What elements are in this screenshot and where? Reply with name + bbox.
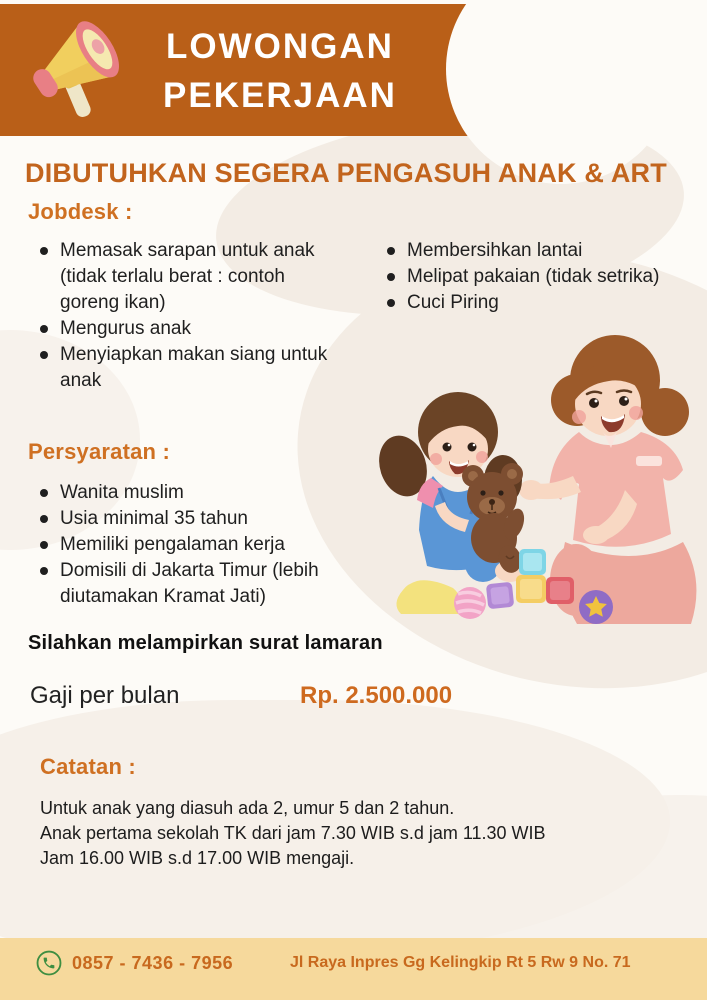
list-item: Menyiapkan makan siang untuk anak	[36, 342, 338, 394]
jobdesk-list-left	[36, 238, 338, 394]
list-item: Memasak sarapan untuk anak (tidak terlalu berat : contoh goreng ikan)	[36, 238, 338, 316]
list-item: Melipat pakaian (tidak setrika)	[383, 264, 705, 290]
catatan-line: Jam 16.00 WIB s.d 17.00 WIB mengaji.	[40, 848, 355, 868]
banner-title-line2: PEKERJAAN	[163, 76, 397, 115]
list-item: Cuci Piring	[383, 290, 705, 316]
jobdesk-list-right	[383, 238, 705, 316]
jobdesk-heading: Jobdesk :	[28, 199, 133, 224]
banner-title-line1: LOWONGAN	[166, 27, 394, 66]
phone-number: 0857 - 7436 - 7956	[72, 952, 234, 973]
persyaratan-list	[36, 480, 372, 610]
nanny-child-illustration	[373, 328, 707, 646]
list-item: Wanita muslim	[36, 480, 372, 506]
address-text: Jl Raya Inpres Gg Kelingkip Rt 5 Rw 9 No. 71	[290, 954, 631, 971]
footer-phone-group	[36, 950, 233, 976]
phone-icon	[36, 950, 62, 976]
attachment-note: Silahkan melampirkan surat lamaran	[28, 632, 383, 654]
catatan-line: Anak pertama sekolah TK dari jam 7.30 WIB s.d jam 11.30 WIB	[40, 823, 546, 843]
list-item: Membersihkan lantai	[383, 238, 705, 264]
banner-title	[150, 22, 410, 120]
salary-amount: Rp. 2.500.000	[300, 682, 453, 709]
poster-title: DIBUTUHKAN SEGERA PENGASUH ANAK & ART	[25, 158, 667, 188]
list-item: Usia minimal 35 tahun	[36, 506, 372, 532]
list-item: Domisili di Jakarta Timur (lebih diutamakan Kramat Jati)	[36, 558, 372, 610]
list-item: Mengurus anak	[36, 316, 338, 342]
salary-label: Gaji per bulan	[30, 682, 180, 709]
catatan-body	[40, 796, 546, 871]
catatan-heading: Catatan :	[40, 754, 136, 779]
catatan-line: Untuk anak yang diasuh ada 2, umur 5 dan 2 tahun.	[40, 798, 455, 818]
list-item: Memiliki pengalaman kerja	[36, 532, 372, 558]
persyaratan-heading: Persyaratan :	[28, 439, 171, 464]
megaphone-icon	[16, 10, 138, 132]
